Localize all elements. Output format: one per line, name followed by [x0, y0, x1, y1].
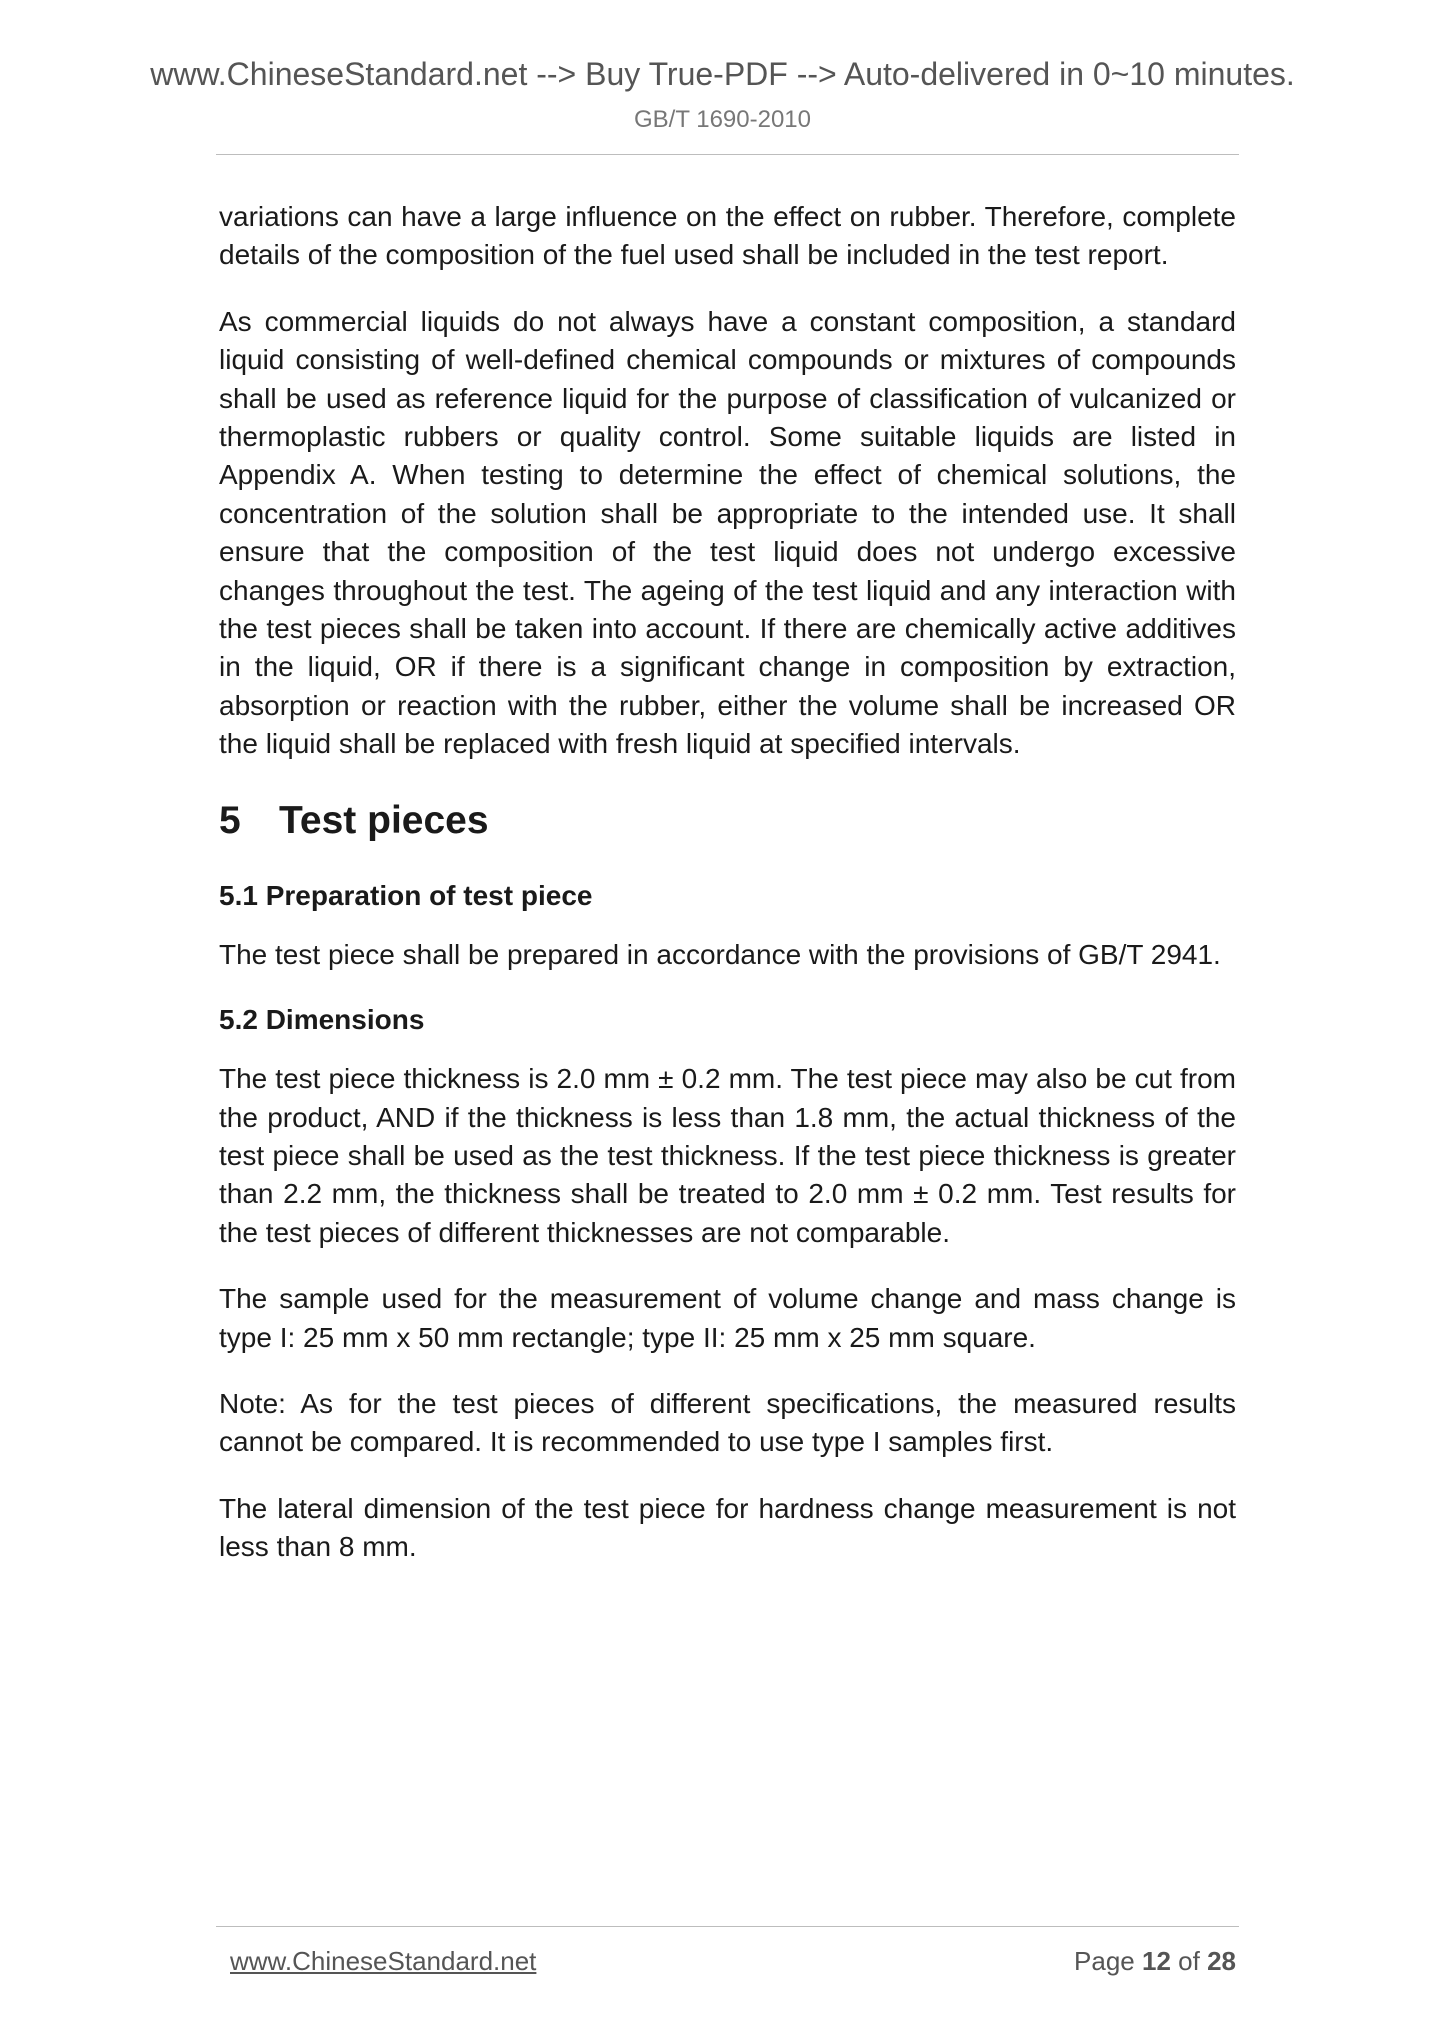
- page-header: [0, 58, 1445, 132]
- total-pages: 28: [1207, 1946, 1236, 1976]
- section-heading: [219, 800, 1236, 843]
- paragraph: The sample used for the measurement of volume change and mass change is type I: 25 mm x 50 mm rectangle; type II: 25 mm x 25 mm square.: [219, 1283, 1236, 1353]
- page-number: [1074, 1946, 1236, 1977]
- subsection-heading: 5.1 Preparation of test piece: [219, 879, 593, 911]
- page-of: of: [1178, 1946, 1200, 1976]
- paragraph: variations can have a large influence on the effect on rubber. Therefore, complete details of the composition of the fuel used shall be included in the test report.: [219, 201, 1236, 271]
- paragraph: As commercial liquids do not always have a constant composition, a standard liquid consisting of well-defined chemical compounds or mixtures of compounds shall be used as reference liquid for the purpose of classification of vulcanized or thermoplastic rubbers or quality control. Some suitable liquids are listed in Appendix A. When testing to determine the effect of chemical solutions, the concentration of the solution shall be appropriate to the intended use. It shall ensure that the composition of the test liquid does not undergo excessive changes throughout the test. The ageing of the test liquid and any interaction with the test pieces shall be taken into account. If there are chemically active additives in the liquid, OR if there is a significant change in composition by extraction, absorption or reaction with the rubber, either the volume shall be increased OR the liquid shall be replaced with fresh liquid at specified intervals.: [219, 305, 1236, 760]
- document-body: [219, 198, 1236, 1595]
- subsection-heading: 5.2 Dimensions: [219, 1003, 425, 1035]
- section-number: 5: [219, 798, 241, 842]
- paragraph: The lateral dimension of the test piece for hardness change measurement is not less than 8 mm.: [219, 1492, 1236, 1563]
- site-banner: www.ChineseStandard.net --> Buy True-PDF --> Auto-delivered in 0~10 minutes.: [150, 56, 1295, 92]
- page-label: Page: [1074, 1946, 1135, 1976]
- current-page: 12: [1142, 1946, 1171, 1976]
- section-title: Test pieces: [279, 798, 489, 842]
- paragraph: The test piece thickness is 2.0 mm ± 0.2 mm. The test piece may also be cut from the product, AND if the thickness is less than 1.8 mm, the actual thickness of the test piece shall be used as the test thickness. If the test piece thickness is greater than 2.2 mm, the thickness shall be treated to 2.0 mm ± 0.2 mm. Test results for the test pieces of different thicknesses are not comparable.: [219, 1063, 1236, 1248]
- paragraph: The test piece shall be prepared in accordance with the provisions of GB/T 2941.: [219, 939, 1221, 971]
- note: Note: As for the test pieces of different specifications, the measured results cannot be compared. It is recommended to use type I samples first.: [219, 1388, 1236, 1458]
- footer-divider: [216, 1926, 1239, 1927]
- standard-code: GB/T 1690-2010: [633, 106, 811, 133]
- header-divider: [216, 154, 1239, 155]
- website-link[interactable]: www.ChineseStandard.net: [230, 1946, 537, 1976]
- page-footer: [230, 1946, 1236, 1977]
